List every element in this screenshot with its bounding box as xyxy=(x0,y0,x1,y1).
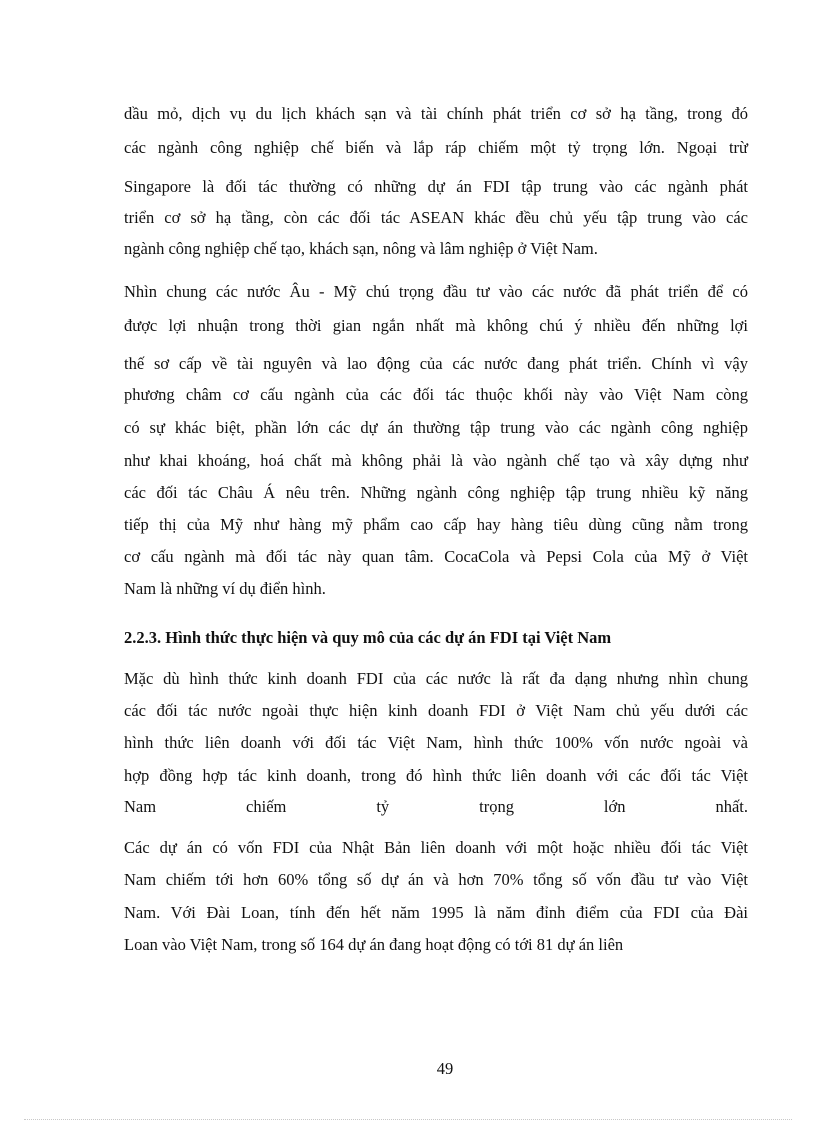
text-line: Nam chiếm tới hơn 60% tổng số dự án và hơn 70% tổng số vốn đầu tư vào Việt xyxy=(124,870,748,889)
text-line: các đối tác nước ngoài thực hiện kinh doanh FDI ở Việt Nam chủ yếu dưới các xyxy=(124,701,748,720)
text-line: Mặc dù hình thức kinh doanh FDI của các nước là rất đa dạng nhưng nhìn chung xyxy=(124,669,748,688)
text-line: các đối tác Châu Á nêu trên. Những ngành công nghiệp tập trung nhiều kỹ năng xyxy=(124,483,748,502)
text-line: cơ cấu ngành mà đối tác này quan tâm. CocaCola và Pepsi Cola của Mỹ ở Việt xyxy=(124,547,748,566)
text-line: hợp đồng hợp tác kinh doanh, trong đó hình thức liên doanh với các đối tác Việt xyxy=(124,766,748,785)
text-line: Singapore là đối tác thường có những dự án FDI tập trung vào các ngành phát xyxy=(124,177,748,196)
text-line: Nam chiếm tỷ trọng lớn nhất. xyxy=(124,797,748,816)
text-line: Nhìn chung các nước Âu - Mỹ chú trọng đầu tư vào các nước đã phát triển để có xyxy=(124,282,748,301)
text-line: Nam. Với Đài Loan, tính đến hết năm 1995 là năm đỉnh điểm của FDI của Đài xyxy=(124,903,748,922)
section-heading: 2.2.3. Hình thức thực hiện và quy mô của các dự án FDI tại Việt Nam xyxy=(124,628,612,647)
text-line: triển cơ sở hạ tầng, còn các đối tác ASEAN khác đều chủ yếu tập trung vào các xyxy=(124,208,748,227)
text-line: có sự khác biệt, phần lớn các dự án thường tập trung vào các ngành công nghiệp xyxy=(124,418,748,437)
text-line: được lợi nhuận trong thời gian ngắn nhất mà không chú ý nhiều đến những lợi xyxy=(124,316,748,335)
text-line: Các dự án có vốn FDI của Nhật Bản liên doanh với một hoặc nhiều đối tác Việt xyxy=(124,838,748,857)
text-line: hình thức liên doanh với đối tác Việt Nam, hình thức 100% vốn nước ngoài và xyxy=(124,733,748,752)
text-line: ngành công nghiệp chế tạo, khách sạn, nông và lâm nghiệp ở Việt Nam. xyxy=(124,239,598,258)
text-line: như khai khoáng, hoá chất mà không phải là vào ngành chế tạo và xây dựng như xyxy=(124,451,748,470)
text-line: các ngành công nghiệp chế biến và lắp ráp chiếm một tỷ trọng lớn. Ngoại trừ xyxy=(124,138,748,157)
text-line: phương châm cơ cấu ngành của các đối tác thuộc khối này vào Việt Nam còng xyxy=(124,385,748,404)
text-line: Loan vào Việt Nam, trong số 164 dự án đang hoạt động có tới 81 dự án liên xyxy=(124,935,624,954)
text-line: tiếp thị của Mỹ như hàng mỹ phẩm cao cấp hay hàng tiêu dùng cũng nằm trong xyxy=(124,515,748,534)
page-number: 49 xyxy=(436,1059,454,1078)
text-line: thế sơ cấp về tài nguyên và lao động của các nước đang phát triển. Chính vì vậy xyxy=(124,354,748,373)
text-line: dầu mỏ, dịch vụ du lịch khách sạn và tài chính phát triển cơ sở hạ tầng, trong đó xyxy=(124,104,748,123)
text-line: Nam là những ví dụ điển hình. xyxy=(124,579,326,598)
page-bottom-divider xyxy=(24,1119,792,1120)
